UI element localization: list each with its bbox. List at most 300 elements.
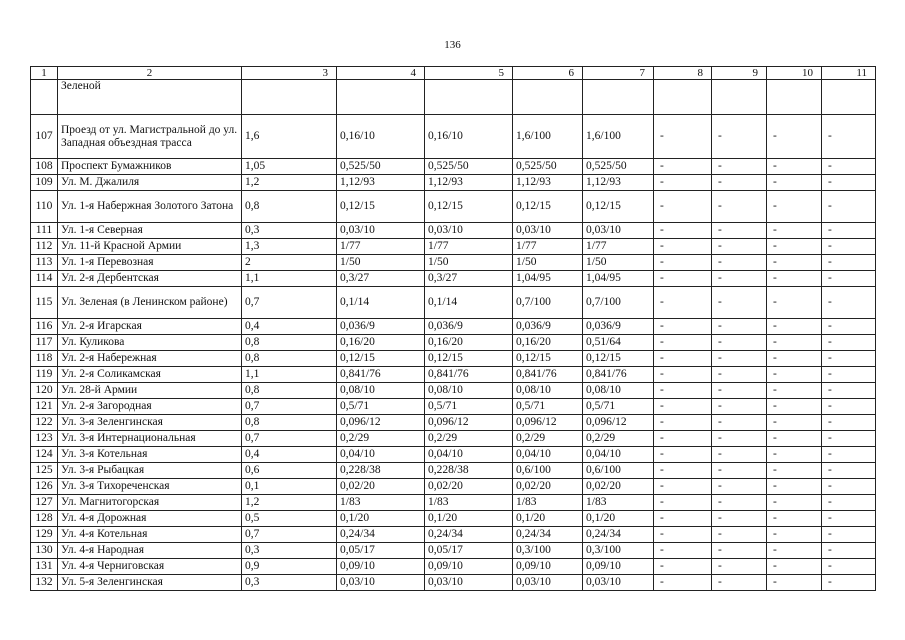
length-cell: 0,7 [242, 527, 337, 543]
row-number-cell: 109 [31, 175, 58, 191]
col5-cell: 0,03/10 [425, 575, 513, 591]
row-number-cell: 121 [31, 399, 58, 415]
length-cell: 0,8 [242, 351, 337, 367]
header-cell-9: 9 [712, 67, 767, 80]
col5-cell: 0,16/20 [425, 335, 513, 351]
col11-cell: - [822, 495, 876, 511]
col8-cell: - [654, 319, 712, 335]
col8-cell: - [654, 527, 712, 543]
continuation-row [31, 80, 876, 115]
row-number-cell: 107 [31, 115, 58, 159]
col5-cell: 0,036/9 [425, 319, 513, 335]
col11-cell: - [822, 575, 876, 591]
data-cell [425, 80, 513, 115]
table-row [31, 383, 876, 399]
col7-cell: 1/50 [583, 255, 654, 271]
col5-cell: 1/77 [425, 239, 513, 255]
table-row [31, 367, 876, 383]
page-number: 136 [444, 39, 461, 51]
table-row [31, 319, 876, 335]
col5-cell: 0,3/27 [425, 271, 513, 287]
roads-table [30, 66, 876, 591]
length-cell: 0,8 [242, 383, 337, 399]
col6-cell: 0,036/9 [513, 319, 583, 335]
col4-cell: 0,02/20 [337, 479, 425, 495]
col9-cell: - [712, 115, 767, 159]
col10-cell: - [767, 415, 822, 431]
street-name-cell: Ул. 2-я Дербентская [58, 271, 242, 287]
col9-cell: - [712, 319, 767, 335]
col7-cell: 1,04/95 [583, 271, 654, 287]
col9-cell: - [712, 415, 767, 431]
col6-cell: 0,841/76 [513, 367, 583, 383]
table-row [31, 159, 876, 175]
col4-cell: 0,2/29 [337, 431, 425, 447]
col6-cell: 1/83 [513, 495, 583, 511]
col8-cell: - [654, 271, 712, 287]
col8-cell: - [654, 431, 712, 447]
col8-cell: - [654, 543, 712, 559]
col10-cell: - [767, 271, 822, 287]
col9-cell: - [712, 559, 767, 575]
col6-cell: 0,525/50 [513, 159, 583, 175]
table-row [31, 223, 876, 239]
col11-cell: - [822, 543, 876, 559]
col11-cell: - [822, 511, 876, 527]
row-number-cell: 112 [31, 239, 58, 255]
col8-cell: - [654, 115, 712, 159]
row-number-cell: 114 [31, 271, 58, 287]
col9-cell: - [712, 543, 767, 559]
col9-cell: - [712, 383, 767, 399]
length-cell: 1,2 [242, 495, 337, 511]
header-cell-6: 6 [513, 67, 583, 80]
header-cell-3: 3 [242, 67, 337, 80]
col10-cell: - [767, 575, 822, 591]
col6-cell: 0,6/100 [513, 463, 583, 479]
col10-cell: - [767, 191, 822, 223]
col7-cell: 0,08/10 [583, 383, 654, 399]
col7-cell: 0,51/64 [583, 335, 654, 351]
col5-cell: 0,841/76 [425, 367, 513, 383]
col11-cell: - [822, 159, 876, 175]
col11-cell: - [822, 367, 876, 383]
col8-cell: - [654, 239, 712, 255]
col4-cell: 0,1/20 [337, 511, 425, 527]
length-cell: 0,8 [242, 415, 337, 431]
col5-cell: 0,228/38 [425, 463, 513, 479]
col5-cell: 0,2/29 [425, 431, 513, 447]
col6-cell: 0,03/10 [513, 575, 583, 591]
col9-cell: - [712, 159, 767, 175]
table-row [31, 399, 876, 415]
table-row [31, 511, 876, 527]
col4-cell: 0,03/10 [337, 575, 425, 591]
col8-cell: - [654, 191, 712, 223]
street-name-cell: Ул. 3-я Тихореченская [58, 479, 242, 495]
data-cell [822, 80, 876, 115]
col9-cell: - [712, 463, 767, 479]
street-name-cell: Ул. 4-я Котельная [58, 527, 242, 543]
street-name-cell: Проезд от ул. Магистральной до ул. Западная объездная трасса [58, 115, 242, 159]
table-row [31, 271, 876, 287]
col11-cell: - [822, 415, 876, 431]
col4-cell: 0,525/50 [337, 159, 425, 175]
row-number-cell: 123 [31, 431, 58, 447]
col11-cell: - [822, 447, 876, 463]
street-name-cell: Ул. 5-я Зеленгинская [58, 575, 242, 591]
col4-cell: 0,5/71 [337, 399, 425, 415]
col4-cell: 0,16/20 [337, 335, 425, 351]
col7-cell: 0,3/100 [583, 543, 654, 559]
col4-cell: 0,03/10 [337, 223, 425, 239]
col8-cell: - [654, 255, 712, 271]
data-cell [337, 80, 425, 115]
row-number-cell: 131 [31, 559, 58, 575]
row-number-cell: 124 [31, 447, 58, 463]
col8-cell: - [654, 559, 712, 575]
col5-cell: 1,12/93 [425, 175, 513, 191]
street-name-cell: Ул. 3-я Интернациональная [58, 431, 242, 447]
row-number-cell [31, 80, 58, 115]
col11-cell: - [822, 383, 876, 399]
street-name-cell: Ул. 4-я Черниговская [58, 559, 242, 575]
col6-cell: 1,12/93 [513, 175, 583, 191]
col6-cell: 0,5/71 [513, 399, 583, 415]
row-number-cell: 125 [31, 463, 58, 479]
street-name-cell: Ул. 4-я Дорожная [58, 511, 242, 527]
col6-cell: 0,096/12 [513, 415, 583, 431]
col4-cell: 1/83 [337, 495, 425, 511]
length-cell: 0,8 [242, 191, 337, 223]
col8-cell: - [654, 159, 712, 175]
col8-cell: - [654, 399, 712, 415]
col10-cell: - [767, 335, 822, 351]
table-row [31, 543, 876, 559]
col4-cell: 0,04/10 [337, 447, 425, 463]
table-row [31, 415, 876, 431]
col8-cell: - [654, 495, 712, 511]
col10-cell: - [767, 479, 822, 495]
length-cell: 0,9 [242, 559, 337, 575]
header-cell-10: 10 [767, 67, 822, 80]
length-cell: 0,4 [242, 447, 337, 463]
col8-cell: - [654, 447, 712, 463]
col4-cell: 0,841/76 [337, 367, 425, 383]
col9-cell: - [712, 527, 767, 543]
length-cell: 0,7 [242, 287, 337, 319]
table-row [31, 255, 876, 271]
col7-cell: 0,6/100 [583, 463, 654, 479]
table-header-row [31, 67, 876, 80]
col5-cell: 0,24/34 [425, 527, 513, 543]
header-cell-2: 2 [58, 67, 242, 80]
col8-cell: - [654, 287, 712, 319]
col4-cell: 0,09/10 [337, 559, 425, 575]
col5-cell: 0,12/15 [425, 351, 513, 367]
row-number-cell: 129 [31, 527, 58, 543]
col10-cell: - [767, 115, 822, 159]
col7-cell: 0,2/29 [583, 431, 654, 447]
col9-cell: - [712, 239, 767, 255]
col11-cell: - [822, 271, 876, 287]
col6-cell: 0,24/34 [513, 527, 583, 543]
table-row [31, 495, 876, 511]
col5-cell: 0,08/10 [425, 383, 513, 399]
street-name-cell: Ул. 3-я Котельная [58, 447, 242, 463]
row-number-cell: 120 [31, 383, 58, 399]
col5-cell: 1/83 [425, 495, 513, 511]
table-row [31, 447, 876, 463]
col5-cell: 0,09/10 [425, 559, 513, 575]
col8-cell: - [654, 511, 712, 527]
col6-cell: 0,09/10 [513, 559, 583, 575]
col7-cell: 0,096/12 [583, 415, 654, 431]
col11-cell: - [822, 479, 876, 495]
data-cell [654, 80, 712, 115]
col6-cell: 0,03/10 [513, 223, 583, 239]
col7-cell: 0,5/71 [583, 399, 654, 415]
street-name-cell: Ул. 3-я Зеленгинская [58, 415, 242, 431]
data-cell [583, 80, 654, 115]
data-cell [712, 80, 767, 115]
header-cell-1: 1 [31, 67, 58, 80]
street-name-cell: Ул. 4-я Народная [58, 543, 242, 559]
col9-cell: - [712, 271, 767, 287]
header-cell-11: 11 [822, 67, 876, 80]
table-row [31, 115, 876, 159]
col8-cell: - [654, 383, 712, 399]
length-cell: 0,4 [242, 319, 337, 335]
col6-cell: 0,16/20 [513, 335, 583, 351]
row-number-cell: 126 [31, 479, 58, 495]
col10-cell: - [767, 319, 822, 335]
length-cell: 0,7 [242, 399, 337, 415]
street-name-cell: Ул. 28-й Армии [58, 383, 242, 399]
col4-cell: 0,12/15 [337, 351, 425, 367]
col6-cell: 0,04/10 [513, 447, 583, 463]
row-number-cell: 108 [31, 159, 58, 175]
col7-cell: 1,12/93 [583, 175, 654, 191]
col7-cell: 0,7/100 [583, 287, 654, 319]
table-row [31, 431, 876, 447]
col8-cell: - [654, 479, 712, 495]
col5-cell: 0,03/10 [425, 223, 513, 239]
street-name-cell: Зеленой [58, 80, 242, 115]
col4-cell: 0,096/12 [337, 415, 425, 431]
col10-cell: - [767, 463, 822, 479]
col7-cell: 0,03/10 [583, 223, 654, 239]
col7-cell: 0,02/20 [583, 479, 654, 495]
col7-cell: 1,6/100 [583, 115, 654, 159]
col8-cell: - [654, 223, 712, 239]
col6-cell: 1,04/95 [513, 271, 583, 287]
col7-cell: 0,04/10 [583, 447, 654, 463]
col5-cell: 0,1/14 [425, 287, 513, 319]
row-number-cell: 122 [31, 415, 58, 431]
col5-cell: 1/50 [425, 255, 513, 271]
row-number-cell: 130 [31, 543, 58, 559]
col11-cell: - [822, 239, 876, 255]
col4-cell: 0,228/38 [337, 463, 425, 479]
header-cell-8: 8 [654, 67, 712, 80]
col10-cell: - [767, 223, 822, 239]
col8-cell: - [654, 351, 712, 367]
col10-cell: - [767, 287, 822, 319]
table-row [31, 479, 876, 495]
length-cell: 1,6 [242, 115, 337, 159]
col4-cell: 0,12/15 [337, 191, 425, 223]
street-name-cell: Ул. 2-я Набережная [58, 351, 242, 367]
col10-cell: - [767, 559, 822, 575]
col11-cell: - [822, 223, 876, 239]
col6-cell: 0,7/100 [513, 287, 583, 319]
col5-cell: 0,16/10 [425, 115, 513, 159]
col4-cell: 0,1/14 [337, 287, 425, 319]
col11-cell: - [822, 319, 876, 335]
col6-cell: 0,08/10 [513, 383, 583, 399]
table-row [31, 239, 876, 255]
row-number-cell: 132 [31, 575, 58, 591]
street-name-cell: Ул. 2-я Загородная [58, 399, 242, 415]
row-number-cell: 128 [31, 511, 58, 527]
header-cell-7: 7 [583, 67, 654, 80]
length-cell: 0,5 [242, 511, 337, 527]
col5-cell: 0,02/20 [425, 479, 513, 495]
row-number-cell: 117 [31, 335, 58, 351]
col9-cell: - [712, 399, 767, 415]
col8-cell: - [654, 463, 712, 479]
length-cell: 0,3 [242, 543, 337, 559]
col11-cell: - [822, 335, 876, 351]
length-cell: 1,3 [242, 239, 337, 255]
col6-cell: 0,12/15 [513, 191, 583, 223]
col9-cell: - [712, 255, 767, 271]
col5-cell: 0,04/10 [425, 447, 513, 463]
col5-cell: 0,1/20 [425, 511, 513, 527]
col9-cell: - [712, 191, 767, 223]
length-cell: 1,2 [242, 175, 337, 191]
street-name-cell: Ул. 3-я Рыбацкая [58, 463, 242, 479]
col6-cell: 0,12/15 [513, 351, 583, 367]
col4-cell: 0,05/17 [337, 543, 425, 559]
col9-cell: - [712, 495, 767, 511]
col4-cell: 1/50 [337, 255, 425, 271]
street-name-cell: Проспект Бумажников [58, 159, 242, 175]
row-number-cell: 118 [31, 351, 58, 367]
data-cell [513, 80, 583, 115]
col6-cell: 0,02/20 [513, 479, 583, 495]
col5-cell: 0,05/17 [425, 543, 513, 559]
col4-cell: 1,12/93 [337, 175, 425, 191]
col10-cell: - [767, 255, 822, 271]
col9-cell: - [712, 511, 767, 527]
col11-cell: - [822, 191, 876, 223]
col7-cell: 1/77 [583, 239, 654, 255]
col9-cell: - [712, 351, 767, 367]
col6-cell: 0,1/20 [513, 511, 583, 527]
street-name-cell: Ул. 11-й Красной Армии [58, 239, 242, 255]
table-row [31, 175, 876, 191]
col11-cell: - [822, 255, 876, 271]
col9-cell: - [712, 223, 767, 239]
col7-cell: 0,09/10 [583, 559, 654, 575]
col7-cell: 0,1/20 [583, 511, 654, 527]
row-number-cell: 110 [31, 191, 58, 223]
col10-cell: - [767, 175, 822, 191]
col11-cell: - [822, 463, 876, 479]
street-name-cell: Ул. 1-я Перевозная [58, 255, 242, 271]
col5-cell: 0,12/15 [425, 191, 513, 223]
col4-cell: 0,16/10 [337, 115, 425, 159]
col6-cell: 0,3/100 [513, 543, 583, 559]
length-cell: 1,1 [242, 367, 337, 383]
col7-cell: 0,24/34 [583, 527, 654, 543]
col7-cell: 0,03/10 [583, 575, 654, 591]
col11-cell: - [822, 115, 876, 159]
length-cell: 0,7 [242, 431, 337, 447]
length-cell: 0,3 [242, 575, 337, 591]
col10-cell: - [767, 159, 822, 175]
col10-cell: - [767, 511, 822, 527]
col9-cell: - [712, 447, 767, 463]
col9-cell: - [712, 431, 767, 447]
row-number-cell: 111 [31, 223, 58, 239]
col9-cell: - [712, 367, 767, 383]
col7-cell: 0,12/15 [583, 351, 654, 367]
col9-cell: - [712, 335, 767, 351]
col10-cell: - [767, 383, 822, 399]
street-name-cell: Ул. Куликова [58, 335, 242, 351]
col10-cell: - [767, 543, 822, 559]
table-row [31, 287, 876, 319]
row-number-cell: 127 [31, 495, 58, 511]
table-row [31, 463, 876, 479]
col8-cell: - [654, 575, 712, 591]
col10-cell: - [767, 447, 822, 463]
row-number-cell: 113 [31, 255, 58, 271]
street-name-cell: Ул. М. Джалиля [58, 175, 242, 191]
col6-cell: 1/50 [513, 255, 583, 271]
length-cell: 2 [242, 255, 337, 271]
length-cell: 0,3 [242, 223, 337, 239]
header-cell-5: 5 [425, 67, 513, 80]
col11-cell: - [822, 351, 876, 367]
col10-cell: - [767, 239, 822, 255]
col11-cell: - [822, 559, 876, 575]
col6-cell: 0,2/29 [513, 431, 583, 447]
col10-cell: - [767, 431, 822, 447]
col10-cell: - [767, 351, 822, 367]
col6-cell: 1,6/100 [513, 115, 583, 159]
table-row [31, 575, 876, 591]
col7-cell: 0,12/15 [583, 191, 654, 223]
header-cell-4: 4 [337, 67, 425, 80]
col4-cell: 0,24/34 [337, 527, 425, 543]
row-number-cell: 119 [31, 367, 58, 383]
length-cell: 0,1 [242, 479, 337, 495]
table-row [31, 191, 876, 223]
table-row [31, 335, 876, 351]
row-number-cell: 116 [31, 319, 58, 335]
col4-cell: 0,036/9 [337, 319, 425, 335]
col7-cell: 0,525/50 [583, 159, 654, 175]
data-cell [242, 80, 337, 115]
table-row [31, 527, 876, 543]
col5-cell: 0,096/12 [425, 415, 513, 431]
col10-cell: - [767, 399, 822, 415]
col8-cell: - [654, 367, 712, 383]
